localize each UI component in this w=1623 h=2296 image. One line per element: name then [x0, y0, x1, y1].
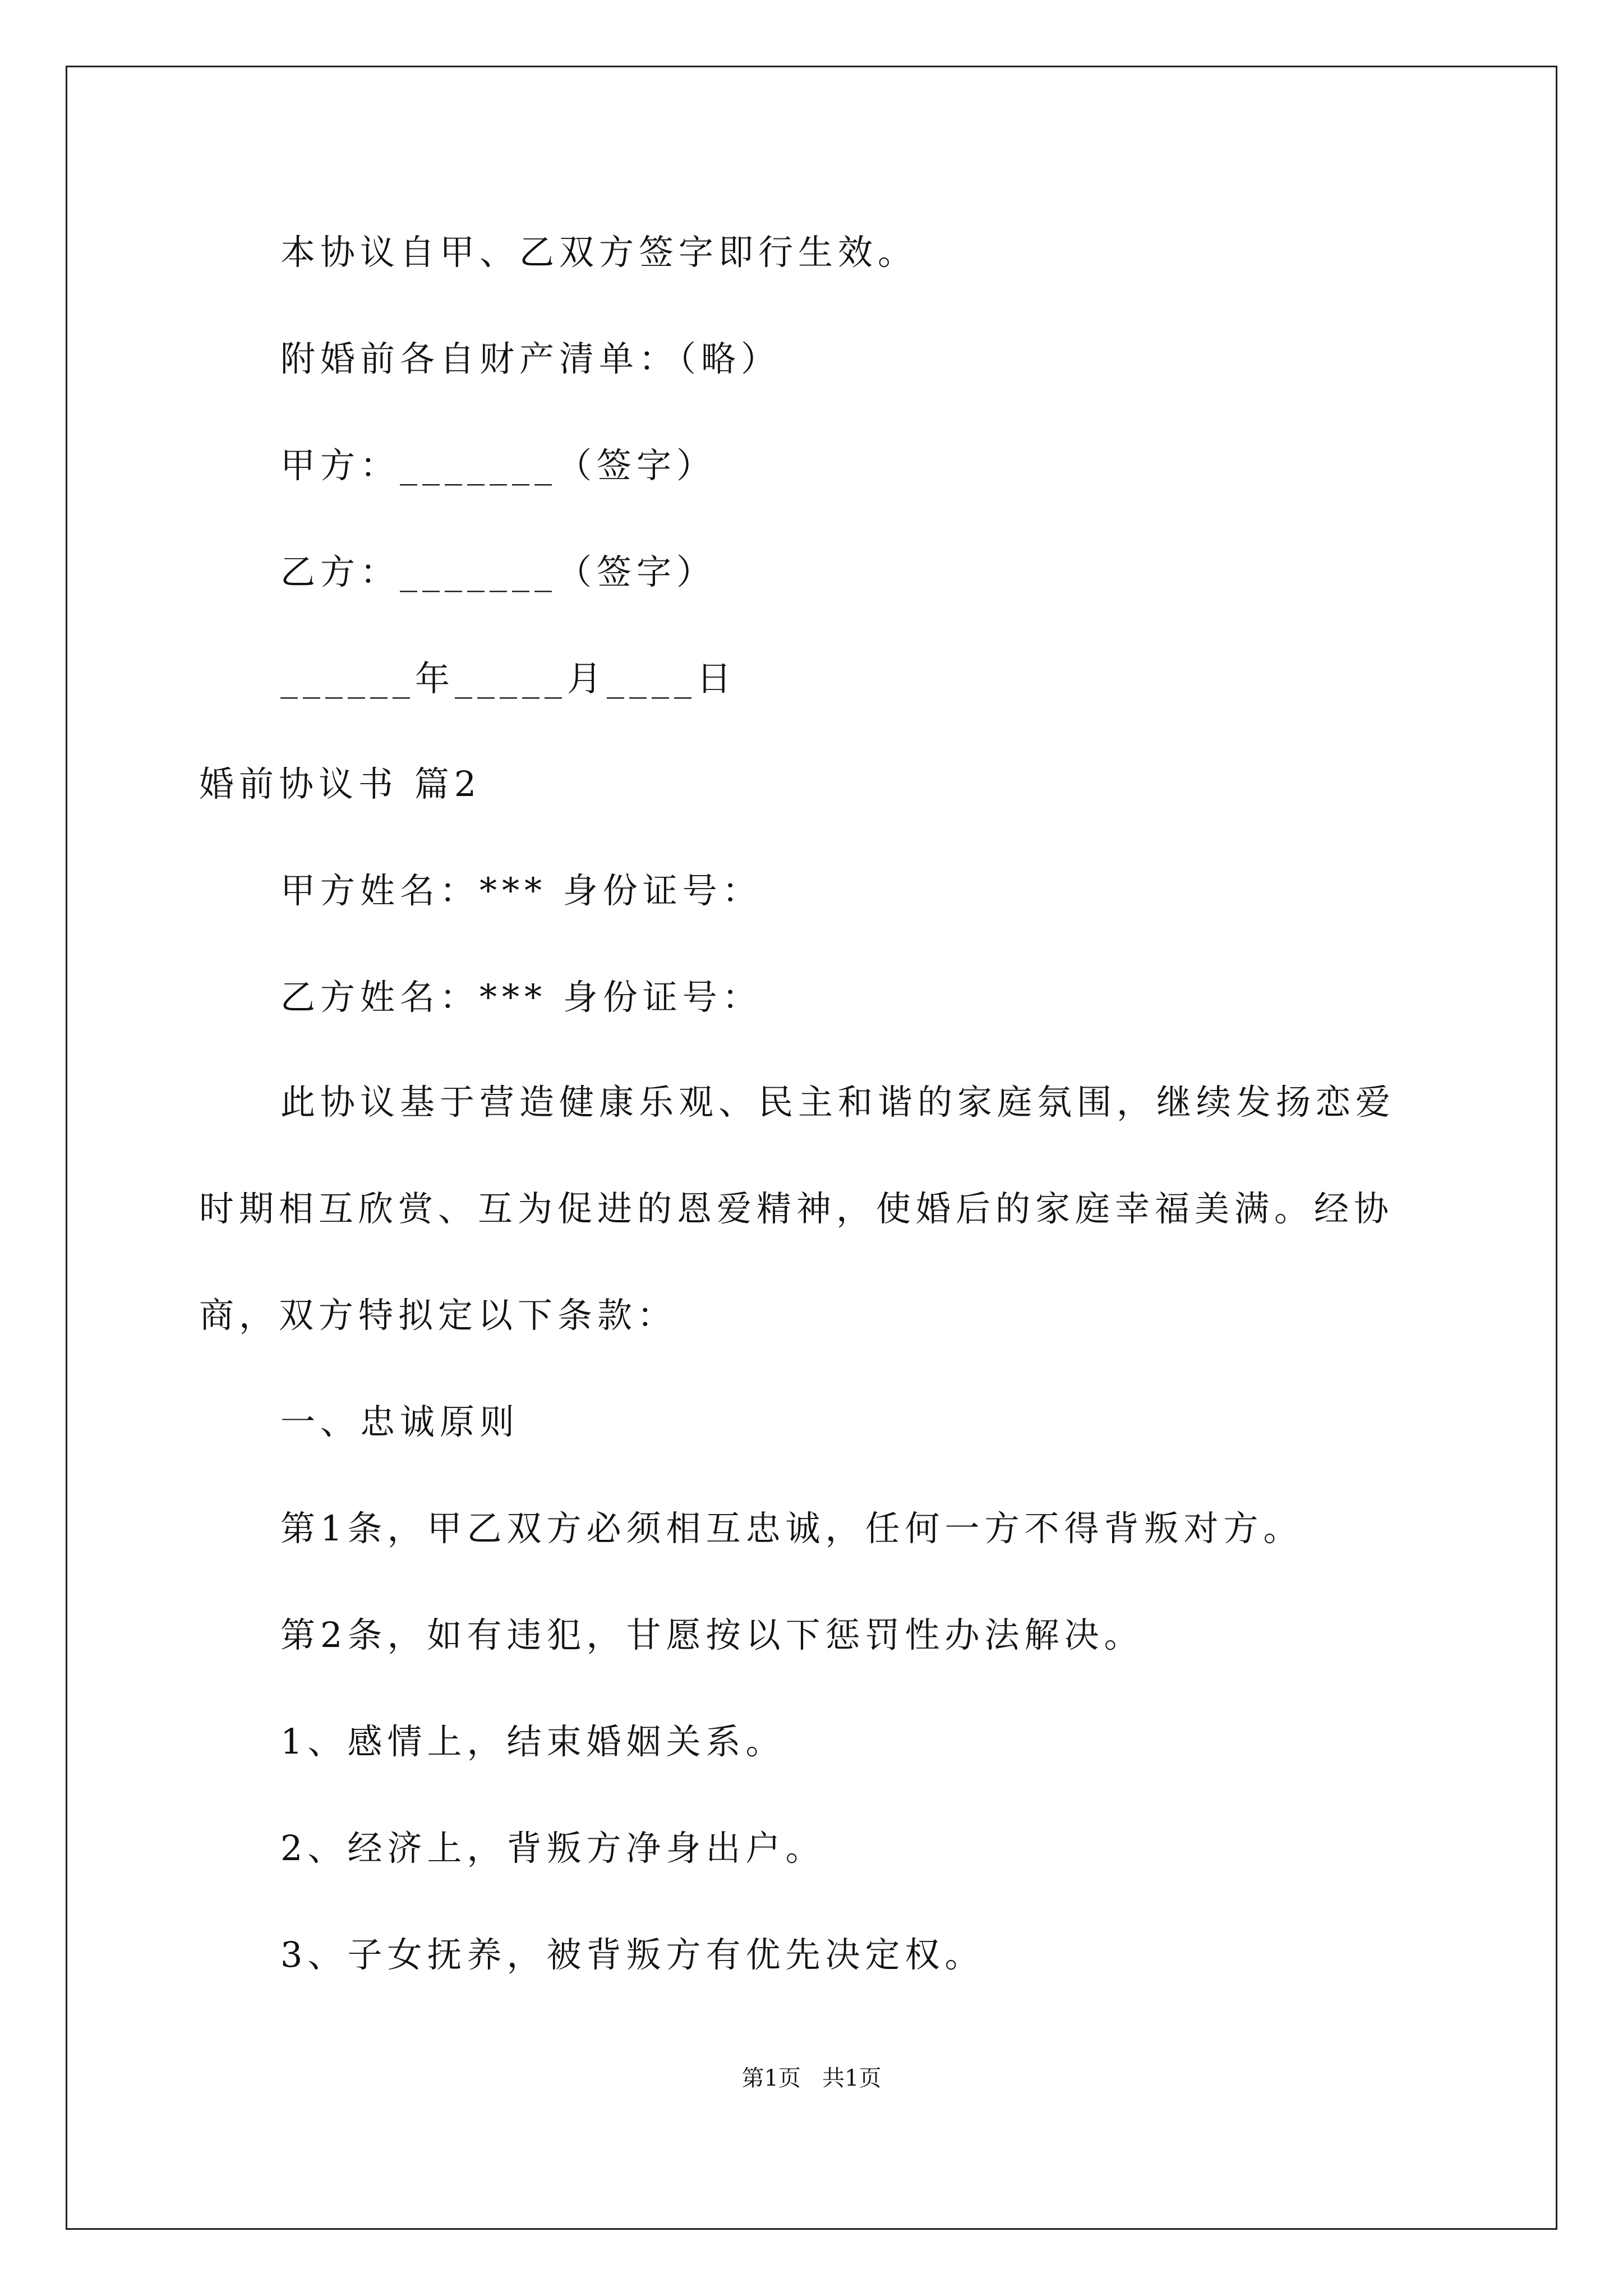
article-2: 第2条，如有违犯，甘愿按以下惩罚性办法解决。: [280, 1614, 1144, 1655]
party-b-name-id: 乙方姓名：*** 身份证号：: [280, 977, 762, 1018]
preamble-line-3: 商，双方特拟定以下条款：: [199, 1295, 677, 1336]
page-number-footer: 第1页 共1页: [741, 2065, 882, 2091]
page-frame: [66, 66, 1557, 2230]
effective-clause: 本协议自甲、乙双方签字即行生效。: [280, 232, 918, 273]
penalty-item-3: 3、子女抚养，被背叛方有优先决定权。: [280, 1934, 985, 1975]
section-heading: 婚前协议书 篇2: [199, 763, 482, 804]
penalty-item-2: 2、经济上，背叛方净身出户。: [280, 1828, 826, 1869]
party-b-signature-line: 乙方：_______（签字）: [280, 551, 717, 592]
preamble-line-2: 时期相互欣赏、互为促进的恩爱精神，使婚后的家庭幸福美满。经协: [199, 1188, 1394, 1229]
loyalty-principle-heading: 一、忠诚原则: [280, 1401, 520, 1442]
property-list-note: 附婚前各自财产清单：（略）: [280, 338, 781, 379]
date-line: ______年_____月____日: [280, 658, 737, 699]
penalty-item-1: 1、感情上，结束婚姻关系。: [280, 1721, 786, 1762]
article-1: 第1条，甲乙双方必须相互忠诚，任何一方不得背叛对方。: [280, 1508, 1303, 1549]
party-a-name-id: 甲方姓名：*** 身份证号：: [280, 870, 762, 911]
party-a-signature-line: 甲方：_______（签字）: [280, 445, 717, 486]
preamble-line-1: 此协议基于营造健康乐观、民主和谐的家庭氛围，继续发扬恋爱: [280, 1082, 1396, 1122]
